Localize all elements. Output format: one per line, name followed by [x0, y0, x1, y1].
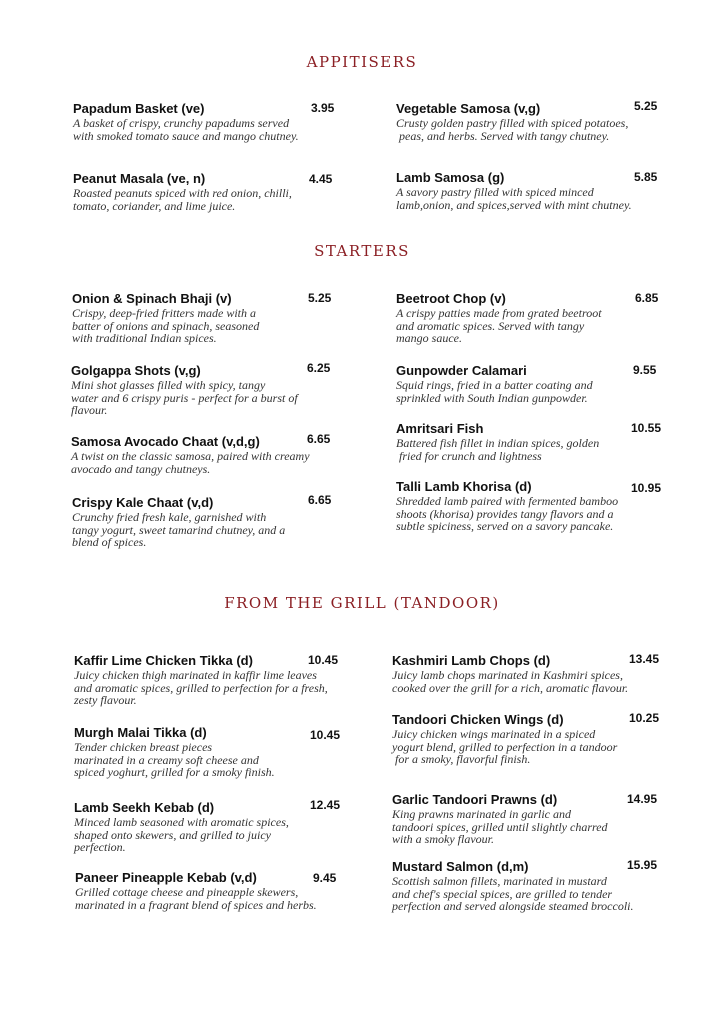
- menu-item-name: Golgappa Shots (v,g): [71, 363, 201, 378]
- menu-item-description: Mini shot glasses filled with spicy, tangy water and 6 crispy puris - perfect for a burst of flavour.: [71, 378, 298, 417]
- menu-item-price: 14.95: [627, 792, 658, 806]
- menu-item-name: Talli Lamb Khorisa (d): [396, 479, 532, 494]
- menu-item-name: Kaffir Lime Chicken Tikka (d): [74, 653, 253, 668]
- menu-item-price: 10.25: [629, 711, 660, 725]
- menu-item-price: 12.45: [310, 798, 341, 812]
- menu-item-name: Peanut Masala (ve, n): [73, 171, 206, 186]
- menu-item-description: King prawns marinated in garlic and tandoori spices, grilled until slightly charred with a smoky flavour.: [392, 807, 608, 846]
- menu-item-name: Kashmiri Lamb Chops (d): [392, 653, 551, 668]
- menu-item-name: Onion & Spinach Bhaji (v): [72, 291, 232, 306]
- menu-item-description: Crusty golden pastry filled with spiced potatoes, peas, and herbs. Served with tangy chutney.: [396, 116, 629, 143]
- menu-item-name: Paneer Pineapple Kebab (v,d): [75, 870, 257, 885]
- section-heading-grill: FROM THE GRILL (TANDOOR): [224, 594, 500, 612]
- menu-item-description: A twist on the classic samosa, paired with creamy avocado and tangy chutneys.: [71, 449, 310, 476]
- menu-item-description: Tender chicken breast pieces marinated in a creamy soft cheese and spiced yoghurt, grilled for a smoky finish.: [74, 740, 275, 779]
- menu-item-name: Murgh Malai Tikka (d): [74, 725, 207, 740]
- menu-item-description: Scottish salmon fillets, marinated in mustard and chef's special spices, are grilled to tender perfection and served alongside steamed broccoli.: [392, 874, 634, 913]
- menu-item-description: A basket of crispy, crunchy papadums served with smoked tomato sauce and mango chutney.: [73, 116, 299, 143]
- menu-item-description: Grilled cottage cheese and pineapple skewers, marinated in a fragrant blend of spices and herbs.: [75, 885, 317, 912]
- menu-item-description: Juicy chicken thigh marinated in kaffir lime leaves and aromatic spices, grilled to perfection for a fresh, zesty flavour.: [74, 668, 328, 707]
- menu-item-name: Gunpowder Calamari: [396, 363, 527, 378]
- menu-item-price: 4.45: [309, 172, 333, 186]
- menu-item-description: A crispy patties made from grated beetroot and aromatic spices. Served with tangy mango sauce.: [396, 306, 602, 345]
- menu-item-price: 6.65: [307, 432, 331, 446]
- menu-item-description: Roasted peanuts spiced with red onion, chilli, tomato, coriander, and lime juice.: [73, 186, 292, 213]
- menu-item-description: Crunchy fried fresh kale, garnished with tangy yogurt, sweet tamarind chutney, and a blend of spices.: [72, 510, 286, 549]
- menu-item-price: 5.25: [308, 291, 332, 305]
- menu-item-name: Vegetable Samosa (v,g): [396, 101, 541, 116]
- menu-item-description: Shredded lamb paired with fermented bamboo shoots (khorisa) provides tangy flavors and a subtle spiciness, served on a savory pancake.: [396, 494, 619, 533]
- menu-item-price: 13.45: [629, 652, 660, 666]
- menu-item-name: Amritsari Fish: [396, 421, 484, 436]
- section-heading-starters: STARTERS: [314, 242, 410, 260]
- menu-item-name: Samosa Avocado Chaat (v,d,g): [71, 434, 260, 449]
- menu-item-price: 6.85: [635, 291, 659, 305]
- menu-item-price: 10.45: [310, 728, 341, 742]
- menu-item-name: Garlic Tandoori Prawns (d): [392, 792, 558, 807]
- menu-item-price: 3.95: [311, 101, 335, 115]
- menu-item-name: Tandoori Chicken Wings (d): [392, 712, 564, 727]
- menu-item-description: A savory pastry filled with spiced minced lamb,onion, and spices,served with mint chutney.: [396, 185, 632, 212]
- menu-item-price: 5.25: [634, 99, 658, 113]
- menu-item-price: 10.45: [308, 653, 339, 667]
- menu-item-price: 6.65: [308, 493, 332, 507]
- menu-item-description: Squid rings, fried in a batter coating and sprinkled with South Indian gunpowder.: [396, 378, 593, 405]
- menu-item-description: Juicy chicken wings marinated in a spiced yogurt blend, grilled to perfection in a tandoor for a smoky, flavorful finish.: [392, 727, 618, 766]
- menu-item-price: 9.45: [313, 871, 337, 885]
- menu-item-description: Juicy lamb chops marinated in Kashmiri spices, cooked over the grill for a rich, aromatic flavour.: [392, 668, 629, 695]
- menu-item-price: 5.85: [634, 170, 658, 184]
- menu-item-name: Lamb Samosa (g): [396, 170, 505, 185]
- menu-item-description: Minced lamb seasoned with aromatic spices, shaped onto skewers, and grilled to juicy perfection.: [74, 815, 289, 854]
- menu-item-description: Crispy, deep-fried fritters made with a batter of onions and spinach, seasoned with traditional Indian spices.: [72, 306, 260, 345]
- menu-item-price: 6.25: [307, 361, 331, 375]
- menu-item-name: Crispy Kale Chaat (v,d): [72, 495, 214, 510]
- menu-item-price: 15.95: [627, 858, 658, 872]
- menu-item-name: Mustard Salmon (d,m): [392, 859, 529, 874]
- menu-item-name: Papadum Basket (ve): [73, 101, 205, 116]
- menu-item-name: Lamb Seekh Kebab (d): [74, 800, 215, 815]
- menu-item-description: Battered fish fillet in indian spices, golden fried for crunch and lightness: [396, 436, 600, 463]
- menu-item-price: 9.55: [633, 363, 657, 377]
- section-heading-appetisers: APPITISERS: [306, 53, 418, 71]
- menu-item-name: Beetroot Chop (v): [396, 291, 506, 306]
- menu-item-price: 10.55: [631, 421, 662, 435]
- menu-item-price: 10.95: [631, 481, 662, 495]
